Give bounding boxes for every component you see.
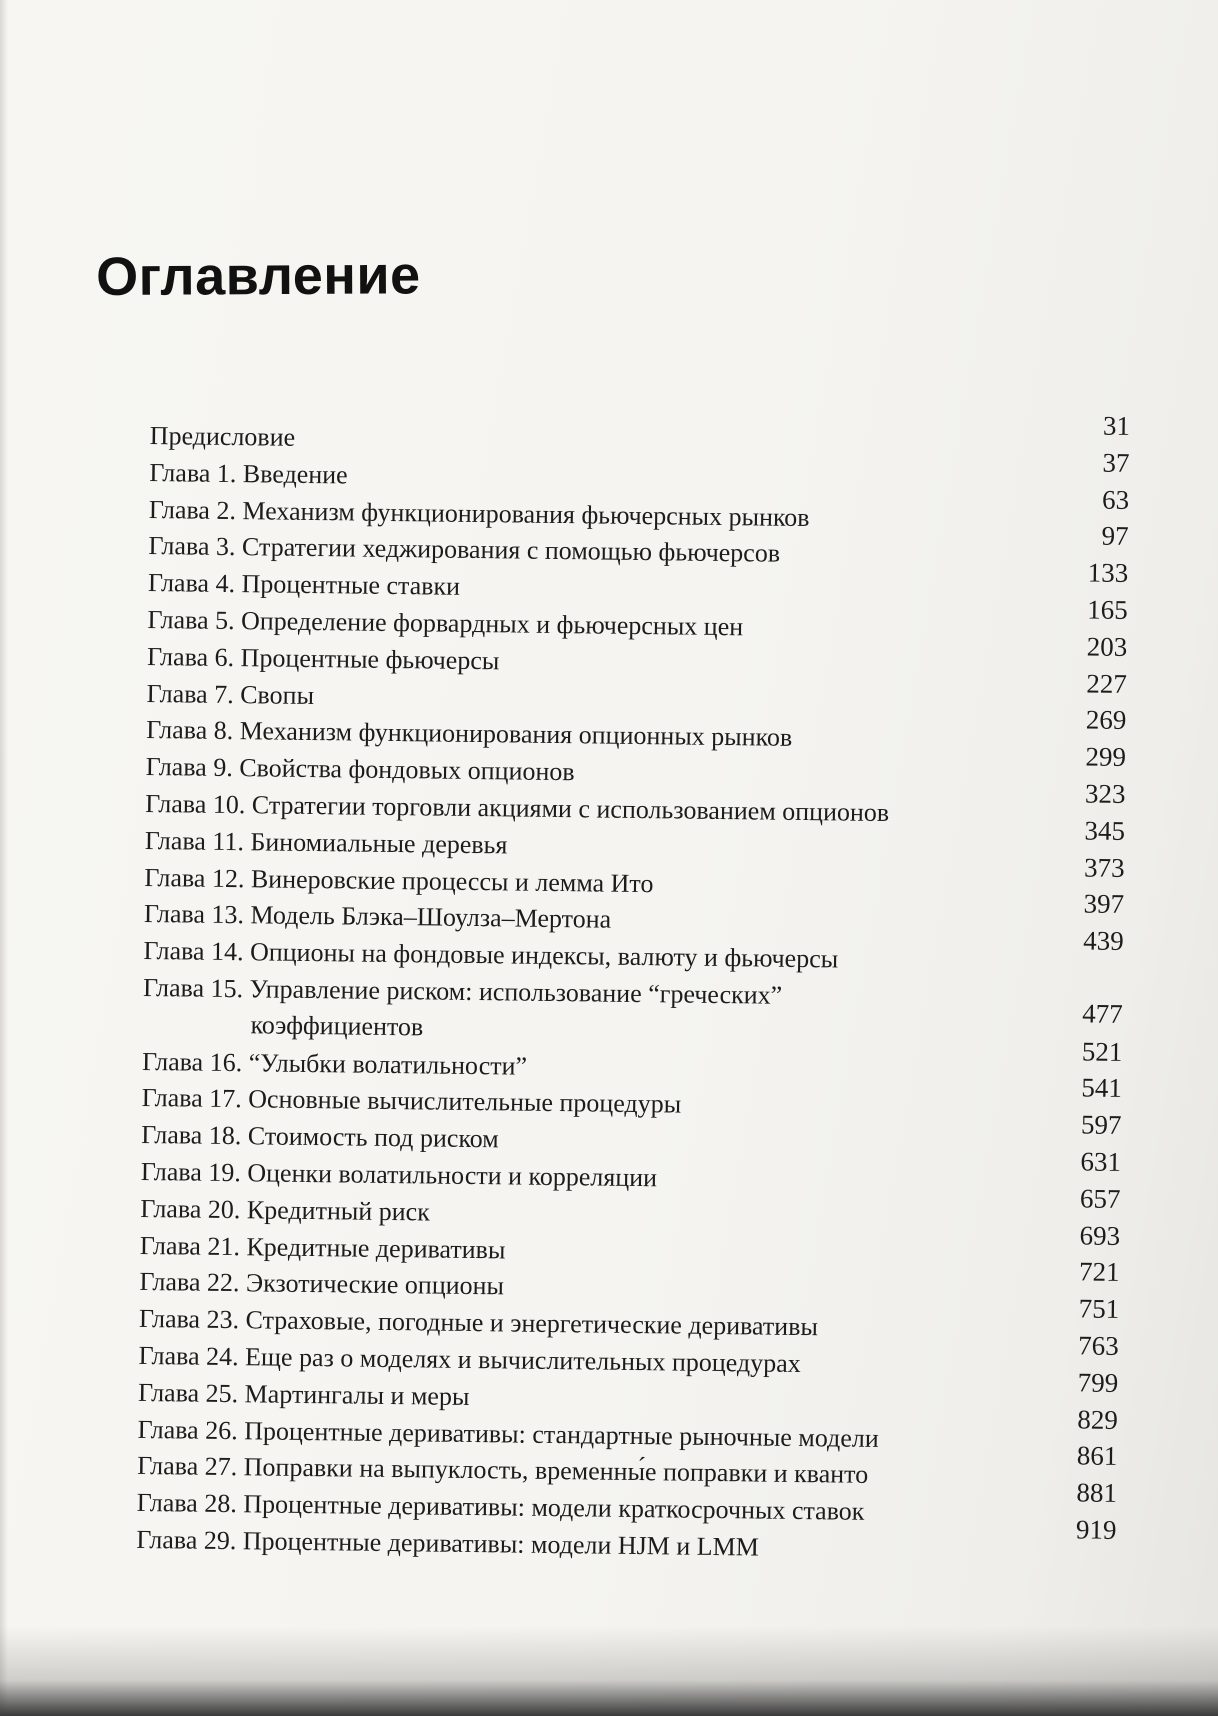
toc-entry-title-text: Глава 19. Оценки волатильности и корреляции bbox=[140, 1156, 658, 1193]
toc-entry-title-continuation: коэффициентов bbox=[250, 1010, 424, 1042]
toc-entry-title-text: Глава 9. Свойства фондовых опционов bbox=[145, 752, 575, 787]
toc-entry-page-number: 227 bbox=[1086, 668, 1128, 699]
toc-entry-title bbox=[141, 1154, 658, 1196]
toc-entry-title bbox=[142, 1044, 527, 1085]
toc-entry-title bbox=[141, 1117, 499, 1157]
toc-entry-title-text: Глава 1. Введение bbox=[149, 457, 348, 490]
toc-entry-title bbox=[142, 970, 782, 1050]
toc-entry-title bbox=[136, 1522, 759, 1566]
toc-entry-page-number: 657 bbox=[1079, 1183, 1121, 1214]
toc-entry-title-text: Глава 18. Стоимость под риском bbox=[141, 1120, 499, 1154]
page-bottom-shadow bbox=[0, 1626, 1218, 1716]
toc-entry-title-text: Глава 20. Кредитный риск bbox=[140, 1193, 431, 1227]
toc-entry-title-text: Глава 4. Процентные ставки bbox=[147, 568, 461, 601]
toc-entry-page-number: 597 bbox=[1080, 1109, 1122, 1141]
toc-entry-page-number: 763 bbox=[1078, 1330, 1119, 1361]
toc-entry-title-text: Глава 25. Мартингалы и меры bbox=[137, 1377, 470, 1411]
toc-entry-title bbox=[141, 1080, 681, 1123]
toc-entry-page-number: 31 bbox=[1102, 410, 1131, 441]
page-edge bbox=[0, 0, 8, 1716]
toc-entry-title-text: Глава 10. Стратегии торговли акциями с использованием опционов bbox=[145, 788, 890, 828]
toc-entry-title-text: Глава 2. Механизм функционирования фьючерсных рынков bbox=[148, 494, 810, 532]
toc-entry-title-text: Глава 17. Основные вычислительные процедуры bbox=[141, 1083, 682, 1119]
toc-entry-title-text: Глава 8. Механизм функционирования опционных рынков bbox=[146, 715, 793, 753]
toc-entry-page-number: 373 bbox=[1083, 852, 1125, 883]
toc-entry-title bbox=[144, 896, 612, 938]
page-title: Оглавление bbox=[96, 245, 421, 307]
toc-entry-page-number: 203 bbox=[1086, 631, 1128, 662]
toc-entry-title-text: Глава 5. Определение форвардных и фьючерсных цен bbox=[147, 604, 744, 642]
toc-entry-page-number: 345 bbox=[1084, 815, 1126, 846]
toc-entry-title bbox=[140, 1227, 506, 1267]
toc-entry-title bbox=[149, 455, 348, 493]
toc-entry-title-text: Глава 3. Стратегии хеджирования с помощью фьючерсов bbox=[148, 531, 781, 569]
toc-entry-page-number: 721 bbox=[1078, 1256, 1120, 1288]
toc-entry-title-text: Глава 6. Процентные фьючерсы bbox=[146, 641, 500, 676]
toc-entry-page-number: 693 bbox=[1079, 1219, 1121, 1251]
toc-entry-title-text: Глава 12. Винеровские процессы и лемма Ито bbox=[144, 862, 654, 898]
toc-entry-page-number: 323 bbox=[1084, 778, 1126, 809]
toc-entry-title-text: Глава 26. Процентные деривативы: стандартные рыночные модели bbox=[137, 1414, 879, 1453]
toc-entry-title bbox=[147, 639, 500, 679]
toc-entry-title-text: Глава 15. Управление риском: использование “греческих” bbox=[142, 972, 783, 1010]
toc-entry-title-text: Глава 21. Кредитные деривативы bbox=[139, 1230, 506, 1264]
toc-entry-page-number: 133 bbox=[1087, 557, 1129, 589]
toc-entry-title-text: Глава 13. Модель Блэка–Шоулза–Мертона bbox=[143, 899, 612, 935]
toc-entry-title bbox=[148, 565, 460, 605]
toc-entry-page-number: 63 bbox=[1101, 484, 1130, 515]
toc-entry-title-text: Глава 24. Еще раз о моделях и вычислительных процедурах bbox=[138, 1340, 801, 1378]
toc-entry bbox=[142, 970, 1123, 1056]
toc-entry-title bbox=[139, 1264, 504, 1304]
toc-entry-title-text: Глава 7. Свопы bbox=[146, 678, 315, 710]
toc-entry-page-number: 631 bbox=[1080, 1146, 1122, 1177]
toc-entry-title bbox=[146, 749, 575, 790]
toc-entry-title bbox=[144, 860, 653, 902]
toc-entry-page-number: 881 bbox=[1076, 1477, 1118, 1509]
toc-entry-page-number: 521 bbox=[1081, 1035, 1123, 1067]
toc-entry-page-number: 299 bbox=[1085, 741, 1127, 773]
toc-entry-page-number: 541 bbox=[1081, 1072, 1123, 1104]
toc-entry-page-number: 861 bbox=[1076, 1440, 1118, 1472]
toc-entry-page-number: 439 bbox=[1083, 925, 1124, 957]
toc-entry-title bbox=[150, 418, 296, 456]
toc-entry-title-text: Глава 16. “Улыбки волатильности” bbox=[141, 1046, 528, 1081]
toc-entry-page-number: 829 bbox=[1077, 1403, 1119, 1435]
toc-entry-page-number: 397 bbox=[1083, 888, 1125, 920]
toc-entry-title bbox=[145, 823, 508, 863]
toc-entry-title-text: Глава 23. Страховые, погодные и энергетические деривативы bbox=[138, 1304, 819, 1342]
table-of-contents bbox=[136, 410, 1131, 1571]
toc-entry-page-number: 269 bbox=[1085, 704, 1127, 736]
toc-entry-title bbox=[146, 676, 314, 714]
toc-entry-title bbox=[138, 1375, 470, 1415]
toc-entry-title bbox=[140, 1191, 430, 1231]
toc-entry-title-text: Глава 22. Экзотические опционы bbox=[139, 1267, 505, 1301]
toc-entry-title-text: Глава 14. Опционы на фондовые индексы, валюту и фьючерсы bbox=[143, 936, 839, 974]
toc-entry-page-number: 97 bbox=[1101, 521, 1129, 552]
toc-entry-page-number: 799 bbox=[1077, 1367, 1119, 1398]
toc-entry-page-number: 477 bbox=[1082, 998, 1123, 1029]
toc-entry-title-text: Предисловие bbox=[149, 420, 296, 452]
toc-entry-title-text: Глава 28. Процентные деривативы: модели краткосрочных ставок bbox=[136, 1488, 865, 1526]
toc-entry-page-number: 919 bbox=[1075, 1514, 1117, 1545]
toc-entry-page-number: 165 bbox=[1087, 594, 1128, 625]
toc-entry-title bbox=[147, 602, 743, 645]
toc-entry-title-text: Глава 27. Поправки на выпуклость, временны́е поправки и кванто bbox=[137, 1451, 869, 1490]
toc-entry-title-text: Глава 29. Процентные деривативы: модели HJM и LMM bbox=[136, 1524, 760, 1562]
toc-entry-title-text: Глава 11. Биномиальные деревья bbox=[144, 825, 508, 860]
toc-entry-page-number: 37 bbox=[1102, 447, 1130, 478]
toc-entry-page-number: 751 bbox=[1078, 1293, 1120, 1325]
